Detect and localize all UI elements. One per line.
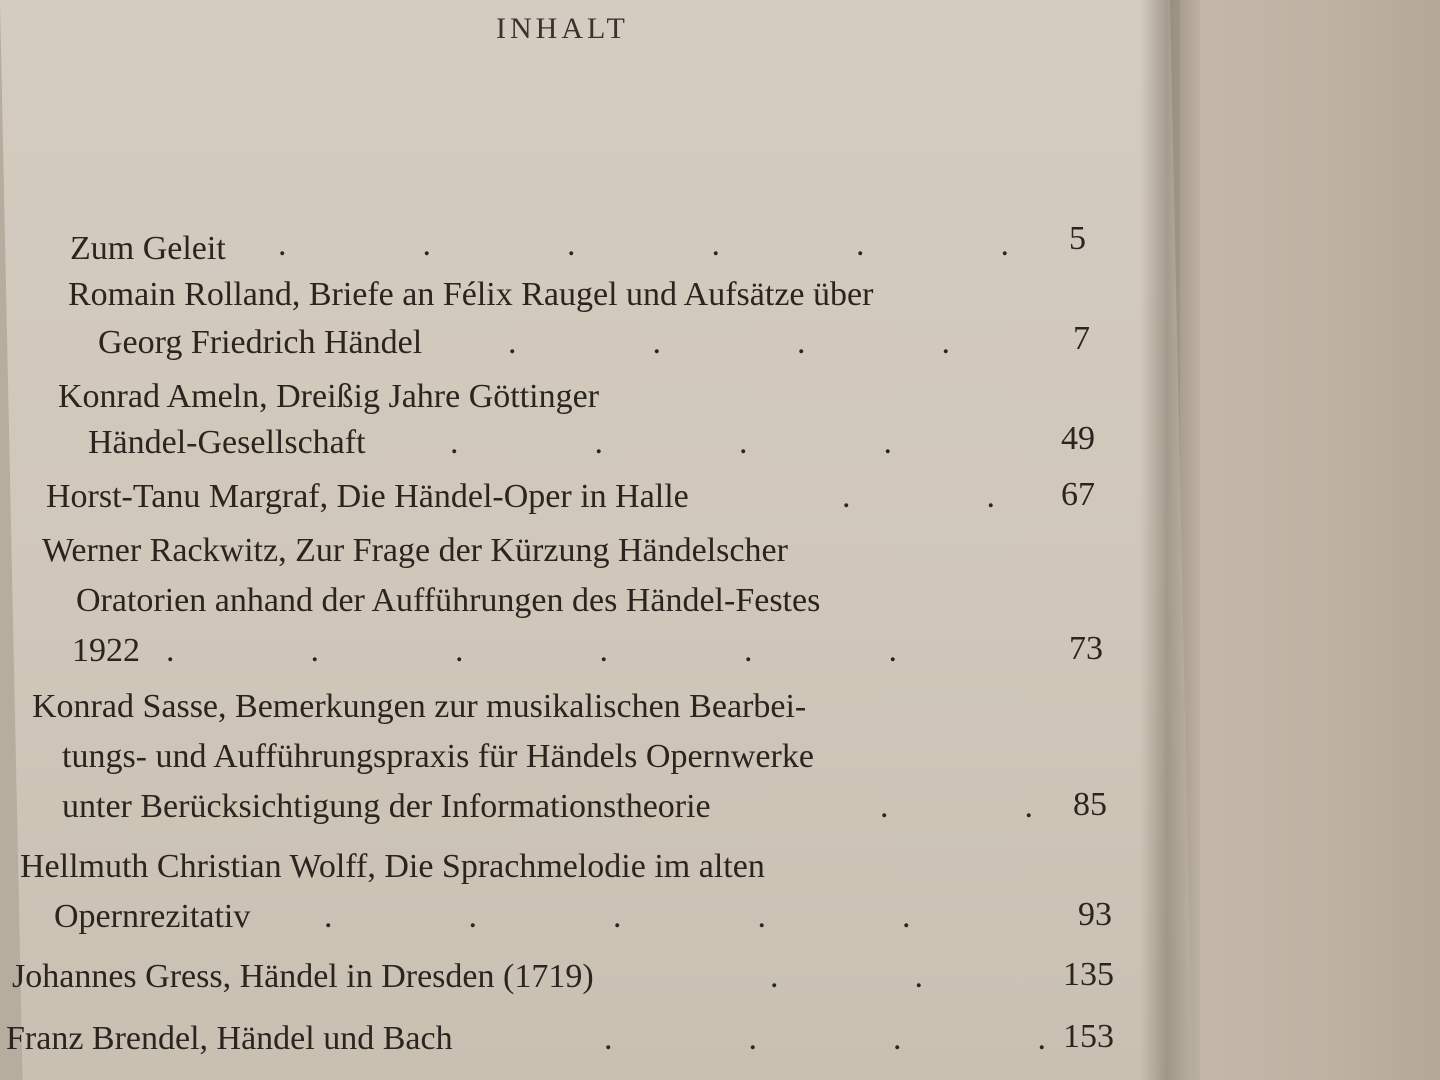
toc-entry-7-line-2: Opernrezitativ <box>54 898 251 935</box>
toc-entry-6-line-2: tungs- und Aufführungspraxis für Händels Opernwerke <box>62 738 814 775</box>
toc-entry-6-line-3: unter Berücksichtigung der Informationstheorie <box>62 788 711 825</box>
toc-entry-5-page: 73 <box>1069 630 1103 667</box>
toc-entry-1-title: Zum Geleit <box>70 230 226 267</box>
toc-entry-7-line-1: Hellmuth Christian Wolff, Die Sprachmelodie im alten <box>20 848 765 885</box>
toc-entry-5-line-3: 1922 <box>72 632 140 669</box>
toc-entry-7-page: 93 <box>1078 896 1112 933</box>
toc-entry-8-title: Johannes Gress, Händel in Dresden (1719) <box>12 958 594 995</box>
toc-entry-3-leader <box>450 418 1025 468</box>
page-edge-shadow <box>1140 0 1200 1080</box>
toc-entry-9-leader <box>604 1014 1054 1064</box>
toc-entry-7-leader <box>324 892 1046 942</box>
toc-entry-1-leader <box>278 220 1018 270</box>
toc-entry-2-line-2: Georg Friedrich Händel <box>98 324 423 361</box>
toc-entry-4-page: 67 <box>1061 476 1095 513</box>
toc-entry-8-page: 135 <box>1063 956 1114 993</box>
toc-entry-4-title: Horst-Tanu Margraf, Die Händel-Oper in Halle <box>46 478 689 515</box>
facing-page <box>1180 0 1440 1080</box>
toc-entry-9-page: 153 <box>1063 1018 1114 1055</box>
toc-entry-2-line-1: Romain Rolland, Briefe an Félix Raugel und Aufsätze über <box>68 276 874 313</box>
toc-entry-5-leader <box>166 626 1034 676</box>
toc-entry-4-leader <box>842 472 1027 522</box>
toc-entry-3-line-2: Händel-Gesellschaft <box>88 424 366 461</box>
toc-entry-5-line-1: Werner Rackwitz, Zur Frage der Kürzung Händelscher <box>42 532 788 569</box>
toc-entry-3-line-1: Konrad Ameln, Dreißig Jahre Göttinger <box>58 378 600 415</box>
toc-entry-3-page: 49 <box>1061 420 1095 457</box>
contents-heading: INHALT <box>496 12 629 45</box>
toc-entry-9-title: Franz Brendel, Händel und Bach <box>6 1020 453 1057</box>
toc-entry-1-page: 5 <box>1069 220 1086 257</box>
toc-entry-5-line-2: Oratorien anhand der Aufführungen des Händel-Festes <box>76 582 821 619</box>
toc-entry-6-line-1: Konrad Sasse, Bemerkungen zur musikalischen Bearbei- <box>32 688 807 725</box>
toc-entry-2-page: 7 <box>1073 320 1090 357</box>
toc-entry-2-leader <box>508 318 1018 368</box>
toc-entry-6-page: 85 <box>1073 786 1107 823</box>
